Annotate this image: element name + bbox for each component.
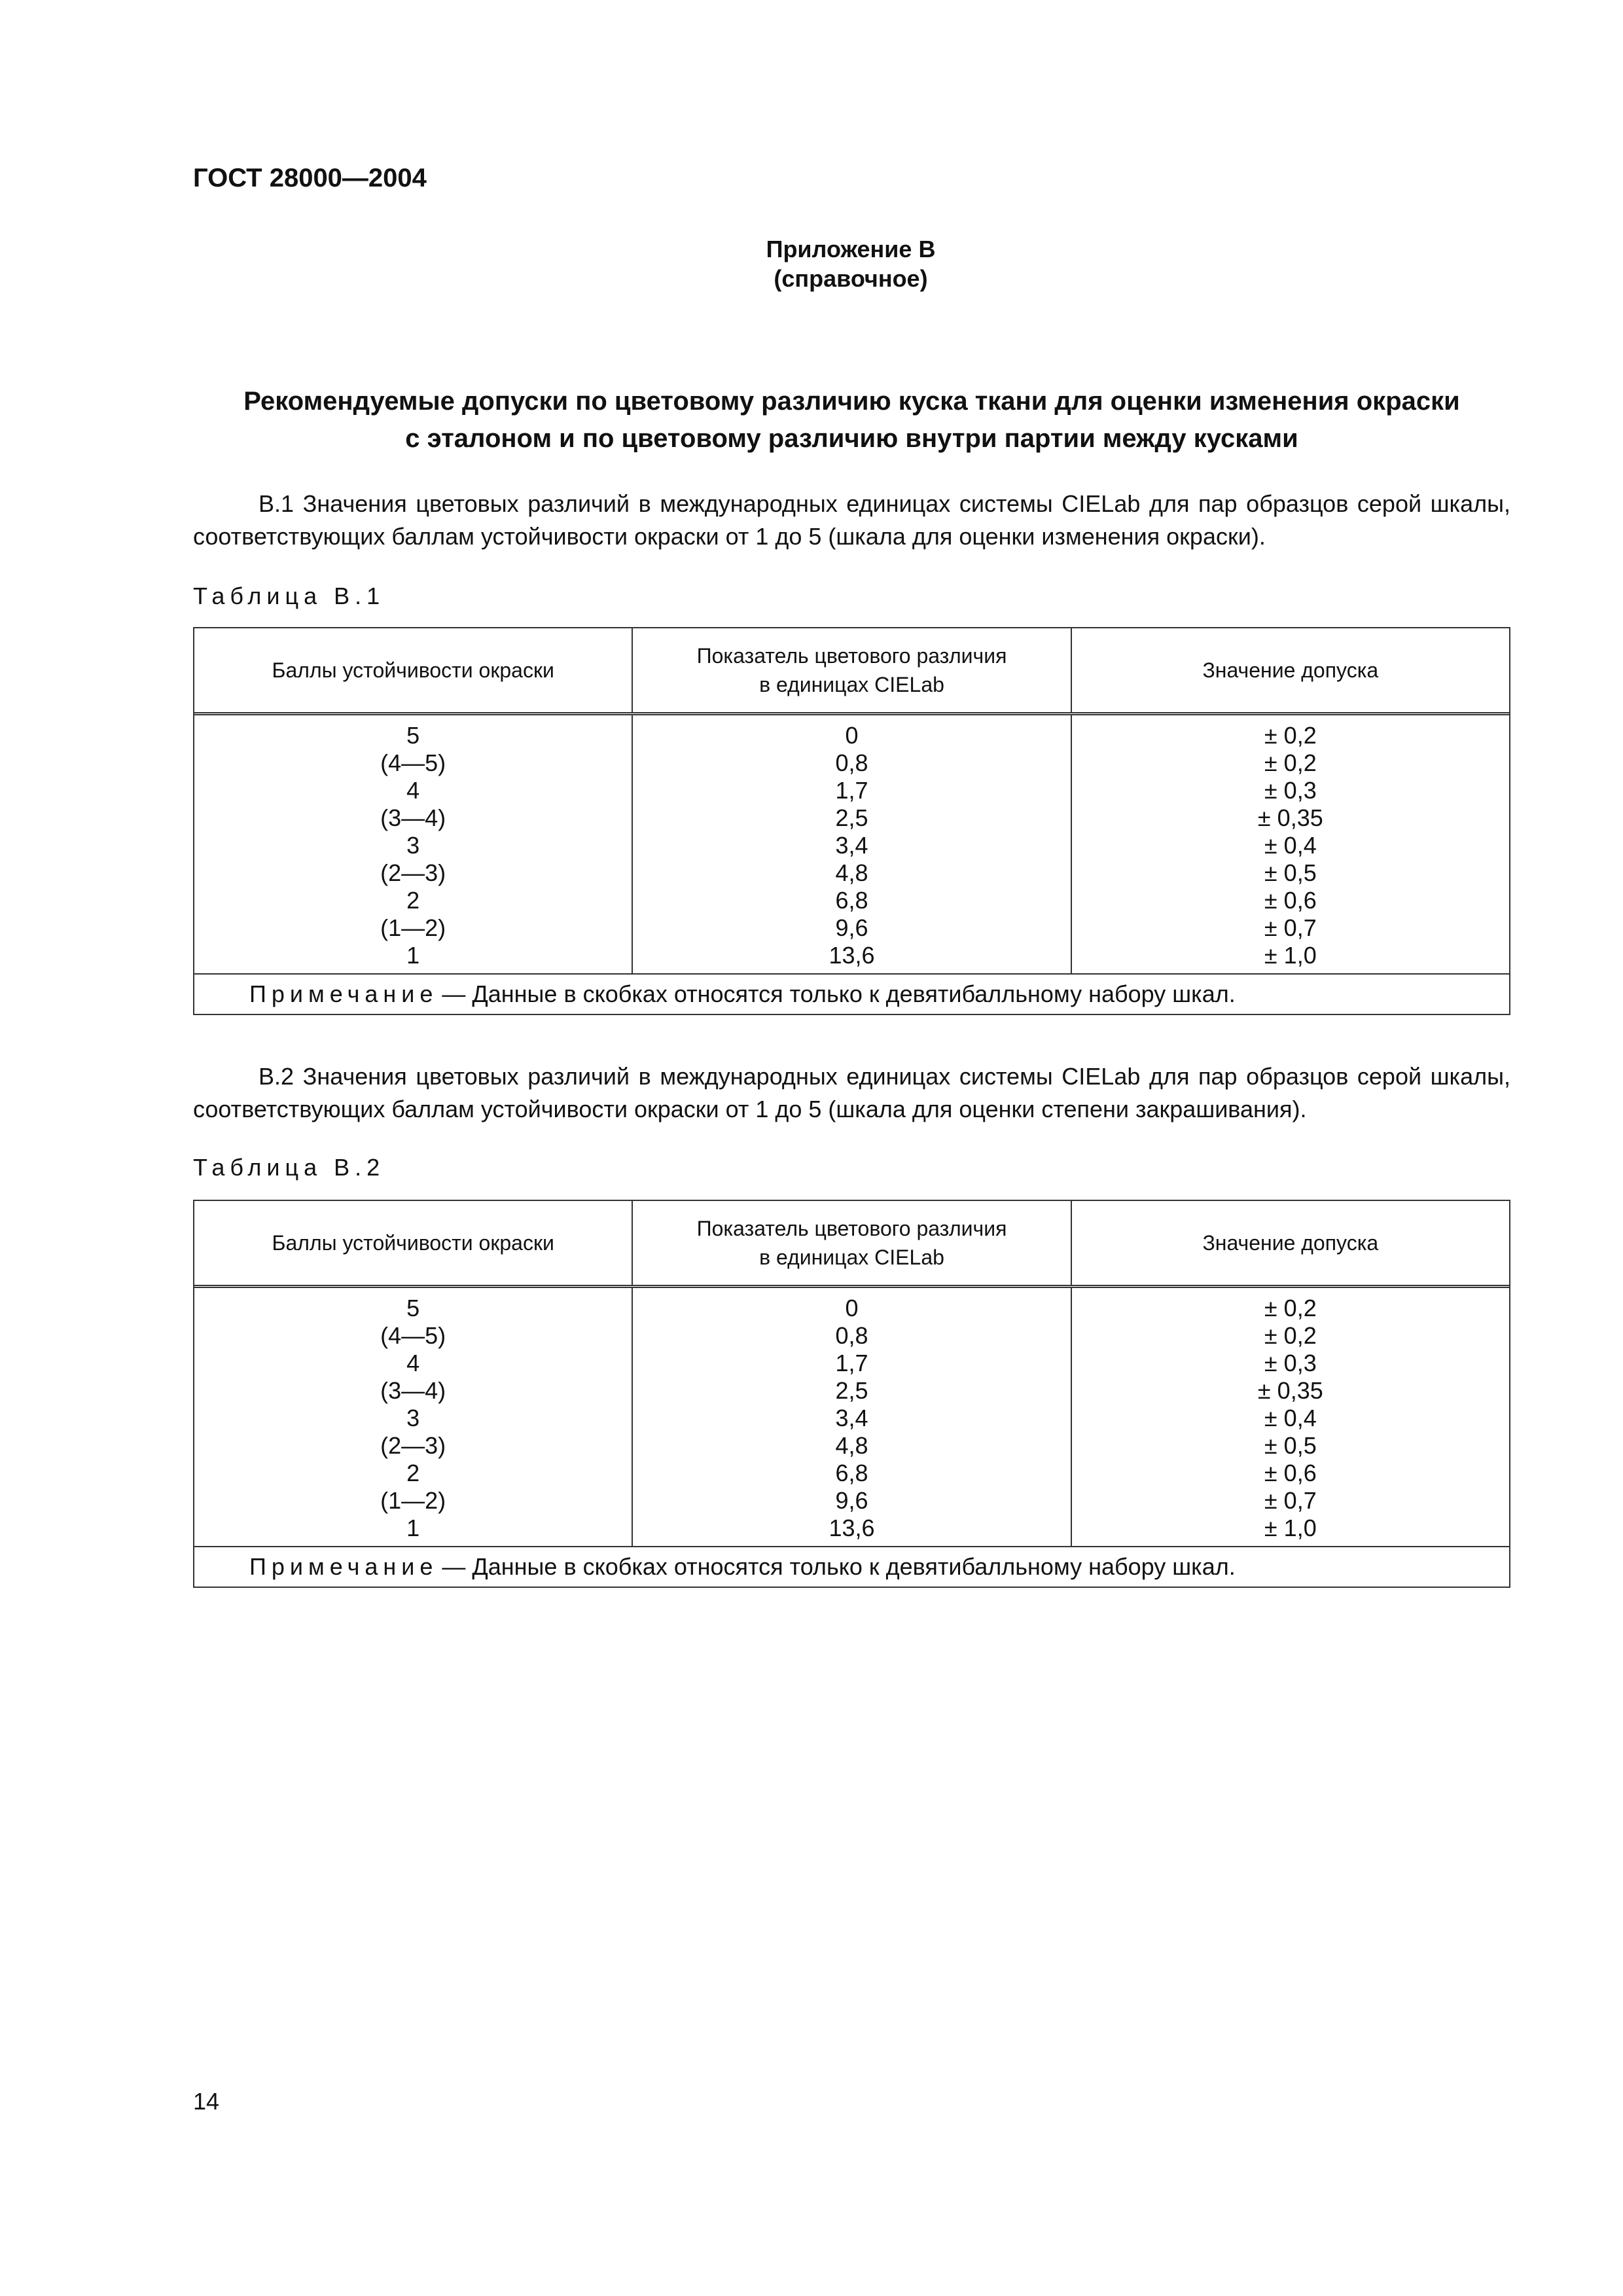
note-text: — Данные в скобках относятся только к девятибалльному набору шкал. [442, 980, 1236, 1007]
main-title-line-2: с эталоном и по цветовому различию внутри партии между кусками [405, 424, 1298, 453]
tolerance-cell: ± 0,4 [1264, 832, 1317, 859]
table-b2 [193, 1200, 1510, 1588]
difference-cell: 3,4 [835, 1405, 868, 1431]
note-label: Примечание [249, 980, 438, 1007]
document-id: ГОСТ 28000—2004 [193, 164, 427, 192]
color-difference-column [633, 715, 1071, 973]
tolerance-cell: ± 0,35 [1257, 804, 1323, 831]
difference-cell: 4,8 [835, 859, 868, 886]
page-number: 14 [193, 2088, 220, 2115]
difference-cell: 13,6 [829, 1515, 875, 1541]
annex-title: Приложение В [766, 236, 936, 262]
header-color-difference: Показатель цветового различия в единицах CIELab [633, 628, 1071, 712]
tolerance-column [1072, 1288, 1509, 1546]
grade-cell: 5 [406, 722, 420, 749]
grade-cell: (4—5) [380, 749, 446, 776]
table-caption-b2: Таблица В.2 [193, 1154, 385, 1181]
header-tolerance: Значение допуска [1202, 658, 1379, 682]
grade-cell: (1—2) [380, 1487, 446, 1514]
tolerance-cell: ± 1,0 [1264, 1515, 1317, 1541]
grade-cell: (3—4) [380, 804, 446, 831]
tolerance-cell: ± 0,2 [1264, 1322, 1317, 1349]
difference-cell: 4,8 [835, 1432, 868, 1459]
grade-cell: (1—2) [380, 914, 446, 941]
table-header-row [194, 1201, 1509, 1288]
tolerance-cell: ± 0,2 [1264, 722, 1317, 749]
tolerance-cell: ± 0,3 [1264, 777, 1317, 804]
grade-cell: 2 [406, 1460, 420, 1486]
main-title-line-1: Рекомендуемые допуски по цветовому различию куска ткани для оценки изменения окраски [243, 387, 1460, 416]
tolerance-cell: ± 0,35 [1257, 1377, 1323, 1404]
grade-cell: 1 [406, 942, 420, 969]
difference-cell: 2,5 [835, 1377, 868, 1404]
header-color-difference: Показатель цветового различия в единицах CIELab [633, 1201, 1071, 1285]
difference-cell: 13,6 [829, 942, 875, 969]
table-body [194, 1288, 1509, 1547]
difference-cell: 9,6 [835, 1487, 868, 1514]
annex-type: (справочное) [774, 265, 928, 292]
difference-cell: 0,8 [835, 1322, 868, 1349]
difference-cell: 1,7 [835, 777, 868, 804]
note-label: Примечание [249, 1553, 438, 1580]
header-grades: Баллы устойчивости окраски [194, 1201, 633, 1285]
difference-cell: 3,4 [835, 832, 868, 859]
difference-cell: 0 [845, 722, 859, 749]
grades-column [194, 715, 633, 973]
grade-cell: 4 [406, 777, 420, 804]
difference-cell: 6,8 [835, 887, 868, 914]
paragraph-b2: В.2 Значения цветовых различий в международных единицах системы CIELab для пар образцов серой шкалы, соответствующих баллам устойчивости окраски от 1 до 5 (шкала для оценки степени закрашивания). [193, 1063, 1510, 1122]
grade-cell: 3 [406, 1405, 420, 1431]
tolerance-cell: ± 0,6 [1264, 887, 1317, 914]
grades-column [194, 1288, 633, 1546]
table-header-row [194, 628, 1509, 715]
tolerance-cell: ± 1,0 [1264, 942, 1317, 969]
grade-cell: 5 [406, 1295, 420, 1321]
tolerance-cell: ± 0,4 [1264, 1405, 1317, 1431]
grade-cell: (2—3) [380, 1432, 446, 1459]
table-note [194, 975, 1509, 1014]
table-b1 [193, 627, 1510, 1015]
tolerance-column [1072, 715, 1509, 973]
header-grades: Баллы устойчивости окраски [194, 628, 633, 712]
difference-cell: 0,8 [835, 749, 868, 776]
color-difference-column [633, 1288, 1071, 1546]
note-text: — Данные в скобках относятся только к девятибалльному набору шкал. [442, 1553, 1236, 1580]
grade-cell: 1 [406, 1515, 420, 1541]
grade-cell: 3 [406, 832, 420, 859]
table-caption-b1: Таблица В.1 [193, 583, 385, 609]
paragraph-b1: В.1 Значения цветовых различий в международных единицах системы CIELab для пар образцов серой шкалы, соответствующих баллам устойчивости окраски от 1 до 5 (шкала для оценки изменения окраски). [193, 490, 1510, 550]
table-note [194, 1547, 1509, 1587]
difference-cell: 9,6 [835, 914, 868, 941]
difference-cell: 0 [845, 1295, 859, 1321]
tolerance-cell: ± 0,2 [1264, 749, 1317, 776]
difference-cell: 6,8 [835, 1460, 868, 1486]
tolerance-cell: ± 0,2 [1264, 1295, 1317, 1321]
table-body [194, 715, 1509, 975]
tolerance-cell: ± 0,7 [1264, 1487, 1317, 1514]
difference-cell: 2,5 [835, 804, 868, 831]
grade-cell: (3—4) [380, 1377, 446, 1404]
grade-cell: (2—3) [380, 859, 446, 886]
header-tolerance: Значение допуска [1202, 1231, 1379, 1255]
difference-cell: 1,7 [835, 1350, 868, 1376]
grade-cell: (4—5) [380, 1322, 446, 1349]
grade-cell: 4 [406, 1350, 420, 1376]
tolerance-cell: ± 0,6 [1264, 1460, 1317, 1486]
tolerance-cell: ± 0,5 [1264, 859, 1317, 886]
grade-cell: 2 [406, 887, 420, 914]
tolerance-cell: ± 0,7 [1264, 914, 1317, 941]
tolerance-cell: ± 0,5 [1264, 1432, 1317, 1459]
tolerance-cell: ± 0,3 [1264, 1350, 1317, 1376]
